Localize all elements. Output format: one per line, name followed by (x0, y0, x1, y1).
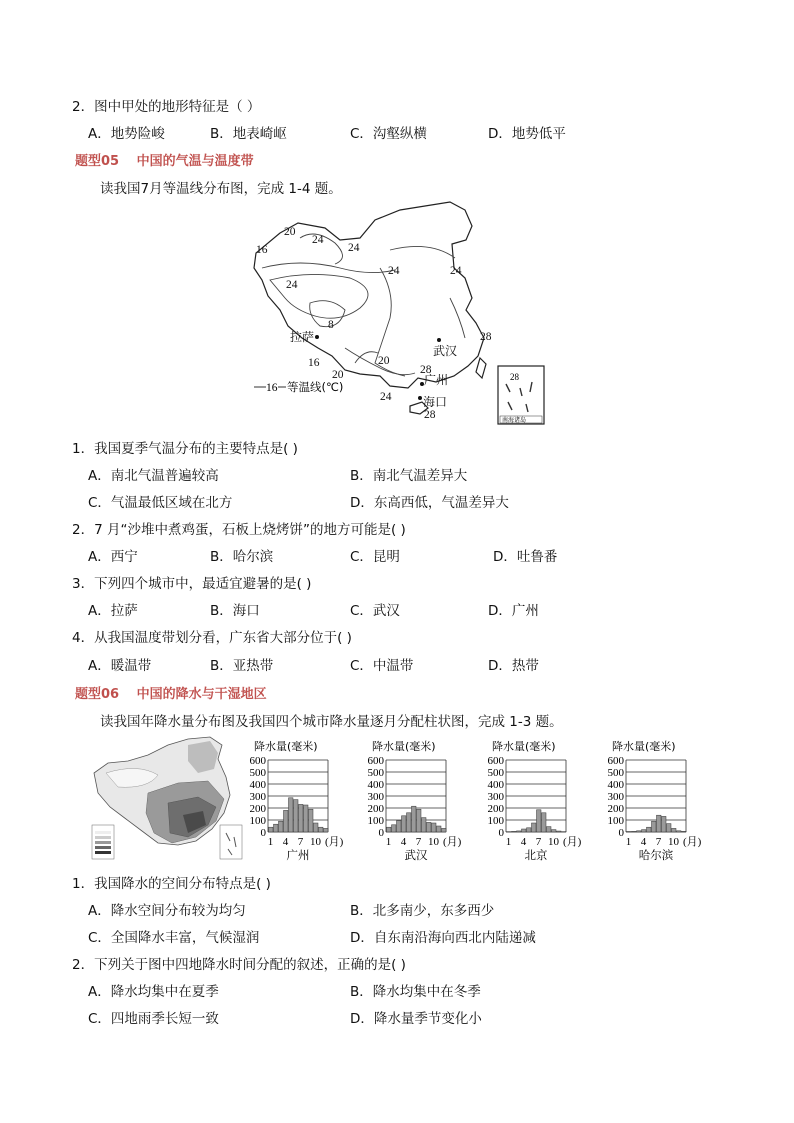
y-tick-label: 400 (367, 779, 384, 791)
map-label: 28 (480, 331, 492, 343)
bar (407, 813, 412, 832)
chart-title: 降水量(毫米) (492, 740, 556, 753)
y-tick-label: 500 (367, 767, 384, 779)
map-label: 24 (388, 265, 400, 277)
option-b: B．哈尔滨 (210, 549, 274, 565)
option-d: D．广州 (488, 603, 539, 619)
option-b: B．地表崎岖 (210, 126, 287, 142)
map-label: 8 (328, 319, 334, 331)
inset-label: 28 (510, 372, 519, 382)
y-tick-label: 400 (249, 779, 266, 791)
bar (652, 821, 657, 832)
bar (299, 804, 304, 832)
map-label: 24 (286, 279, 298, 291)
bar (417, 809, 422, 832)
bar (284, 810, 289, 832)
bar (552, 830, 557, 832)
chart-title: 降水量(毫米) (612, 740, 676, 753)
bar (289, 798, 294, 832)
option-a: A．拉萨 (88, 603, 138, 619)
map-label: 24 (312, 234, 324, 246)
section-title: 题型06 中国的降水与干湿地区 (75, 687, 267, 702)
x-tick-label: 7 (655, 836, 662, 848)
bar-chart-2 (368, 739, 462, 862)
y-tick-label: 600 (607, 755, 624, 767)
y-tick-label: 300 (487, 791, 504, 803)
question-stem: 3．下列四个城市中，最适宜避暑的是( ) (72, 576, 312, 592)
x-tick-label: 10 (428, 836, 439, 848)
bar (294, 800, 299, 832)
y-tick-label: 500 (487, 767, 504, 779)
option-a: A．降水空间分布较为均匀 (88, 903, 246, 919)
bar (647, 827, 652, 832)
y-tick-label: 600 (367, 755, 384, 767)
bar (442, 828, 447, 832)
chart-title: 降水量(毫米) (254, 740, 318, 753)
bar (304, 805, 309, 832)
option-a: A．暖温带 (88, 658, 152, 674)
option-d: D．地势低平 (488, 126, 566, 142)
option-a: A．降水均集中在夏季 (88, 984, 219, 1000)
city-label-guangzhou: 广州 (424, 373, 449, 387)
bar (537, 810, 542, 832)
city-label-wuhan: 武汉 (433, 344, 458, 358)
question-stem: 2．图中甲处的地形特征是（ ） (72, 99, 261, 115)
option-d: D．东高西低，气温差异大 (350, 495, 509, 511)
map-label: 24 (380, 391, 392, 403)
bar (557, 831, 562, 832)
bar (642, 830, 647, 832)
bar (397, 821, 402, 832)
y-tick-label: 200 (487, 803, 504, 815)
bar (324, 828, 329, 832)
bar (542, 813, 547, 832)
option-c: C．四地雨季长短一致 (88, 1011, 219, 1027)
bar (432, 823, 437, 832)
option-d: D．吐鲁番 (493, 549, 558, 565)
bar (662, 816, 667, 832)
option-c: C．沟壑纵横 (350, 126, 427, 142)
city-name-label: 北京 (524, 848, 548, 862)
bar (672, 828, 677, 832)
x-unit-label: (月) (443, 836, 462, 848)
x-unit-label: (月) (563, 836, 582, 848)
bar (547, 827, 552, 832)
taiwan-outline (476, 358, 486, 378)
isotherm-line (450, 298, 465, 338)
y-tick-label: 300 (367, 791, 384, 803)
option-b: B．海口 (210, 603, 260, 619)
x-tick-label: 1 (267, 836, 274, 848)
bar (412, 806, 417, 832)
bar (682, 831, 687, 832)
x-tick-label: 4 (282, 836, 289, 848)
y-tick-label: 200 (607, 803, 624, 815)
section-intro: 读我国年降水量分布图及我国四个城市降水量逐月分配柱状图，完成 1-3 题。 (100, 714, 563, 730)
isotherm-line (390, 246, 455, 258)
option-b: B．南北气温差异大 (350, 468, 468, 484)
bar (402, 816, 407, 832)
isotherm-map (240, 198, 550, 428)
bar (677, 831, 682, 832)
bar (632, 831, 637, 832)
x-tick-label: 4 (400, 836, 407, 848)
section-title: 题型05 中国的气温与温度带 (75, 154, 254, 169)
precipitation-map (88, 733, 246, 861)
option-c: C．中温带 (350, 658, 414, 674)
map-label: 20 (378, 355, 390, 367)
chart-title: 降水量(毫米) (372, 740, 436, 753)
question-stem: 1．我国夏季气温分布的主要特点是( ) (72, 441, 298, 457)
y-tick-label: 400 (487, 779, 504, 791)
isotherm-line (270, 274, 368, 318)
bar (309, 809, 314, 832)
inset-caption: 南海诸岛 (502, 417, 527, 424)
bar (657, 815, 662, 832)
y-tick-label: 0 (618, 827, 624, 839)
south-sea-inset (498, 366, 544, 424)
option-c: C．武汉 (350, 603, 400, 619)
y-tick-label: 600 (487, 755, 504, 767)
y-tick-label: 100 (607, 815, 624, 827)
bar-chart-1 (250, 739, 344, 862)
y-tick-label: 300 (249, 791, 266, 803)
map-label: 16 (256, 244, 268, 256)
bar-chart-4 (608, 739, 702, 862)
city-label-lasa: 拉萨 (290, 330, 315, 344)
y-tick-label: 100 (487, 815, 504, 827)
precipitation-charts (240, 738, 720, 868)
map-label: 28 (424, 409, 436, 421)
bar (637, 831, 642, 832)
bar (427, 822, 432, 832)
map-label: 16 (308, 357, 320, 369)
y-tick-label: 600 (249, 755, 266, 767)
isotherm-line (262, 263, 395, 273)
option-a: A．南北气温普遍较高 (88, 468, 219, 484)
y-tick-label: 500 (249, 767, 266, 779)
y-tick-label: 0 (260, 827, 266, 839)
legend-text: 等温线(℃) (287, 380, 344, 394)
bar (512, 831, 517, 832)
question-stem: 4．从我国温度带划分看，广东省大部分位于( ) (72, 630, 352, 646)
bar (522, 829, 527, 832)
section-intro: 读我国7月等温线分布图，完成 1-4 题。 (100, 181, 342, 197)
x-unit-label: (月) (325, 836, 344, 848)
y-tick-label: 200 (249, 803, 266, 815)
option-a: A．西宁 (88, 549, 138, 565)
map-label: 20 (332, 369, 344, 381)
option-d: D．热带 (488, 658, 539, 674)
question-stem: 2．7 月“沙堆中煮鸡蛋，石板上烧烤饼”的地方可能是( ) (72, 522, 406, 538)
y-tick-label: 100 (367, 815, 384, 827)
option-a: A．地势险峻 (88, 126, 165, 142)
y-tick-label: 0 (498, 827, 504, 839)
bar-chart-3 (488, 739, 582, 862)
x-tick-label: 4 (520, 836, 527, 848)
bar (387, 827, 392, 832)
question-stem: 1．我国降水的空间分布特点是( ) (72, 876, 271, 892)
legend-value: 16 (266, 382, 278, 394)
option-d: D．自东南沿海向西北内陆递减 (350, 930, 536, 946)
city-name-label: 广州 (286, 848, 310, 862)
x-tick-label: 7 (297, 836, 304, 848)
x-tick-label: 1 (385, 836, 392, 848)
bar (274, 824, 279, 832)
bar (527, 828, 532, 832)
x-tick-label: 4 (640, 836, 647, 848)
x-tick-label: 7 (415, 836, 422, 848)
y-tick-label: 0 (378, 827, 384, 839)
map-legend (254, 380, 343, 394)
bar (269, 827, 274, 832)
x-unit-label: (月) (683, 836, 702, 848)
city-label-haikou: 海口 (423, 395, 448, 409)
map-label: 24 (450, 265, 462, 277)
map-label: 20 (284, 226, 296, 238)
y-tick-label: 500 (607, 767, 624, 779)
x-tick-label: 7 (535, 836, 542, 848)
city-name-label: 哈尔滨 (638, 848, 674, 862)
bar (314, 823, 319, 832)
x-tick-label: 1 (505, 836, 512, 848)
city-name-label: 武汉 (404, 848, 428, 862)
option-c: C．昆明 (350, 549, 400, 565)
x-tick-label: 10 (668, 836, 679, 848)
bar (667, 824, 672, 832)
option-b: B．北多南少，东多西少 (350, 903, 495, 919)
map-label: 24 (348, 242, 360, 254)
option-c: C．气温最低区域在北方 (88, 495, 233, 511)
bar (517, 831, 522, 832)
bar (279, 821, 284, 832)
option-d: D．降水量季节变化小 (350, 1011, 482, 1027)
question-stem: 2．下列关于图中四地降水时间分配的叙述，正确的是( ) (72, 957, 406, 973)
map-label: 28 (420, 364, 432, 376)
y-tick-label: 300 (607, 791, 624, 803)
y-tick-label: 400 (607, 779, 624, 791)
bar (392, 825, 397, 832)
y-tick-label: 200 (367, 803, 384, 815)
option-b: B．降水均集中在冬季 (350, 984, 481, 1000)
x-tick-label: 10 (548, 836, 559, 848)
x-tick-label: 10 (310, 836, 321, 848)
bar (422, 818, 427, 832)
y-tick-label: 100 (249, 815, 266, 827)
option-c: C．全国降水丰富，气候湿润 (88, 930, 260, 946)
bar (532, 823, 537, 832)
x-tick-label: 1 (625, 836, 632, 848)
bar (437, 826, 442, 832)
option-b: B．亚热带 (210, 658, 274, 674)
bar (319, 827, 324, 832)
